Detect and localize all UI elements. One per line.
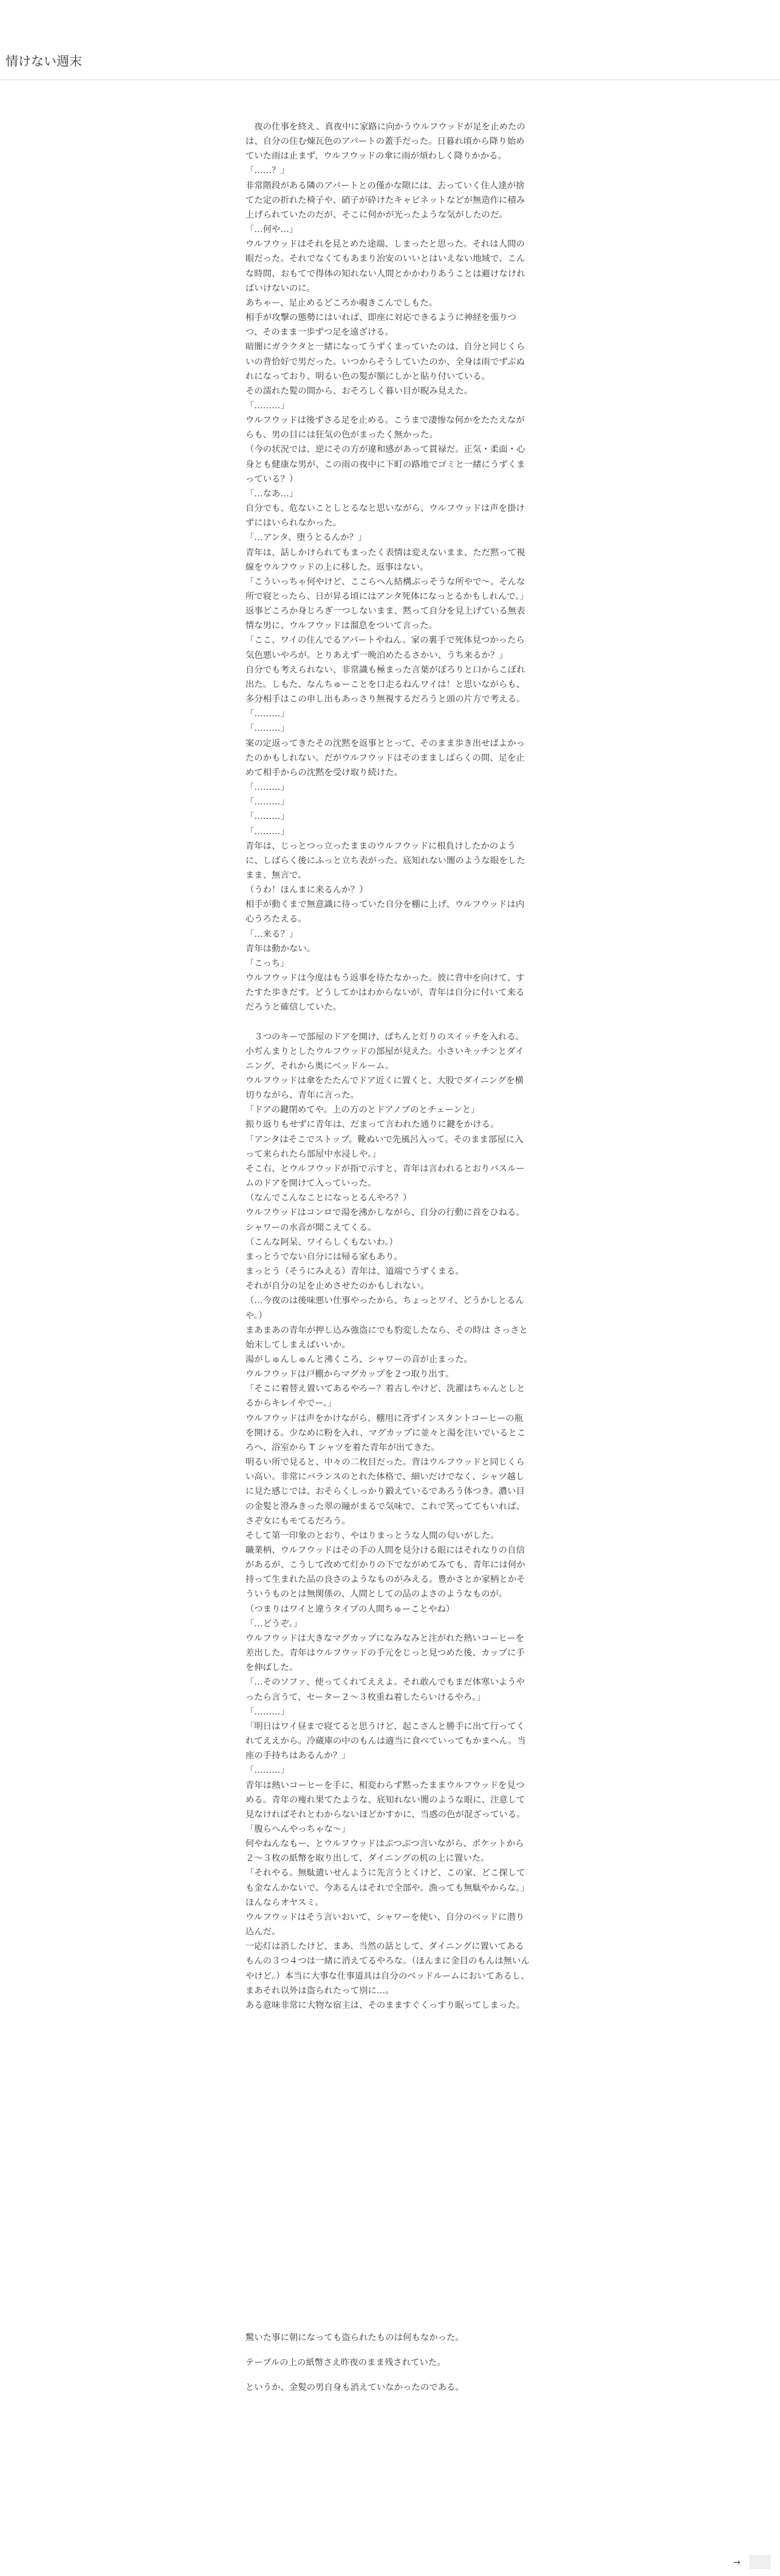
story-paragraph: 「………」	[245, 709, 289, 719]
paragraph-gap	[245, 1015, 531, 1030]
story-paragraph: 湯がしゅんしゅんと沸くころ、シャワーの音が止まった。	[245, 1354, 473, 1365]
story-paragraph: 「…どうぞ。」	[245, 1619, 303, 1629]
story-paragraph: 「…アンタ、堕うとるんか？」	[245, 533, 367, 543]
story-paragraph: あちゃー、足止めるどころか覗きこんでしもた。	[245, 298, 438, 308]
story-paragraph: ウルフウッドはそう言いおいて、シャワーを使い、自分のベッドに潜り込んだ。	[245, 1912, 525, 1937]
story-paragraph: 「…何や…」	[245, 225, 298, 235]
story-paragraph: （うわ！ほんまに来るんか？）	[245, 885, 368, 896]
story-paragraph: 返事どころか身じろぎ一つしないまま、黙って自分を見上げている無表情な男に、ウルフウッドは溜息をついて言った。	[245, 606, 525, 631]
story-paragraph: 夜の仕事を終え、真夜中に家路に向かうウルフウッドが足を止めたのは、自分の住む煉瓦色のアパートの蓋手だった。日暮れ頃から降り始めていた雨は止まず、ウルフウッドの傘に雨が煩わしく降りかかる。	[245, 122, 525, 162]
story-paragraph: その濡れた髪の間から、おそろしく暮い目が睨み見えた。	[245, 386, 473, 396]
story-paragraph: そして第一印象のとおり、やはりまっとうな人間の匂いがした。	[245, 1530, 499, 1541]
story-paragraph: 「………」	[245, 812, 289, 822]
story-paragraph: 小ぢんまりとしたウルフウッドの部屋が見えた。小さいキッチンとダイニング、それから奥にベッドルーム。	[245, 1046, 524, 1071]
site-header	[0, 0, 780, 80]
story-paragraph: ウルフウッドは今度はもう返事を待たなかった。彼に背中を向けて、すたすた歩きだす。どうしてかはわからないが、青年は自分に付いて来るだろうと確信していた。	[245, 973, 525, 1013]
story-paragraph: 青年は、話しかけられてもまったく表情は変えないまま、ただ黙って視線をウルフウッドの上に移した。返事はない。	[245, 547, 525, 572]
story-paragraph: まっとう（そうにみえる）青年は、道端でうずくまる。	[245, 1267, 464, 1277]
story-paragraph: 明るい所で見ると、中々の二枚目だった。背はウルフウッドと同じくらい高い。非常にバランスのとれた体格で、細いだけでなく、シャツ越しに見た感じでは、おそらくしっかり鍛えているであろう体つき。濃い目の金髪と澄みきった翠の瞳がまるで気味で、これで笑っててもいれば、さぞ女にもモてるだろう。	[245, 1458, 525, 1526]
story-paragraph: 「………」	[245, 1766, 289, 1776]
story-paragraph: 「………」	[245, 1707, 289, 1717]
story-paragraph: 「こういっちゃ何やけど、ここらへん結構ぶっそうな所やで～。そんな所で寝とったら、日が昇る頃にはアンタ死体になっとるかもしれんで。」	[245, 577, 529, 601]
story-paragraph: まあまあの青年が押し込み強盗にでも豹変したなら、その時は さっさと始末してしまえばいいか。	[245, 1325, 529, 1350]
story-paragraph: 職業柄、ウルフウッドはその手の人間を見分ける眼にはそれなりの自信があるが、こうして改めて灯かりの下でながめてみても、青年には何か持って生まれた品の良さのようなものがみえる。豊かさとか家柄とかそういうものとは無関係の、人間としての品のよさのようなものが。	[245, 1546, 525, 1600]
story-paragraph: 「こっち」	[245, 958, 289, 968]
story-paragraph: 「………」	[245, 724, 289, 734]
story-paragraph: ウルフウッドはそれを見とめた途端、しまったと思った。それは人間の眼だった。それでなくてもあまり治安のいいとはいえない地域で、こんな時間、おもてで得体の知れない人間とかかわりあうことは避けなければいけないのに。	[245, 239, 525, 293]
story-paragraph: 自分でも考えられない、非常識も極まった言葉がぽろりと口からこぼれ出た。しもた、なんちゅーことを口走るねんワイは！と思いながらも、多分相手はこの申し出もあっさり無視するだろうと頭の片方で考える。	[245, 665, 525, 705]
story-paragraph: 相手が攻撃の態勢にはいれば、即座に対応できるように神経を張りつつ、そのまま一歩ずつ足を遠ざける。	[245, 313, 517, 338]
story-paragraph: 「…そのソファ、使ってくれてええよ。それ敢んでもまだ体寒いようやったら言うて、セーター２～３枚重ね着したらいけるやろ。」	[245, 1677, 525, 1702]
story-paragraph: 「アンタはそこでストップ。靴ぬいで先風呂入って。そのまま部屋に入って来られたら部屋中水浸しや。」	[245, 1134, 524, 1159]
ending-paragraph: 驚いた事に朝になっても盗られたものは何もなかった。	[245, 2333, 464, 2343]
story-paragraph: ある意味非常に大物な宿主は、そのまますぐくっすり眠ってしまった。	[245, 2000, 525, 2010]
story-paragraph: 「そこに着替え置いてあるやろー？着古しやけど、洗濯はちゃんとしとるからキレイやでー。」	[245, 1384, 525, 1409]
story-paragraph: ウルフウッドは戸棚からマグカップを２つ取り出す。	[245, 1369, 454, 1380]
story-paragraph: 「………」	[245, 826, 289, 837]
story-paragraph: 青年は、じっとつっ立ったままのウルフウッドに根負けしたかのように、しばらく後にふっと立ち表がった。底知れない闇のような眼をしたまま、無言で。	[245, 841, 525, 880]
story-paragraph: 「ここ、ワイの住んでるアパートやねん。家の裏手で死体見つかったら気色悪いやろが。とりあえず一晩泊めたるさかい、うち来るか？」	[245, 635, 525, 660]
next-page-button[interactable]: →	[733, 2558, 741, 2567]
story-paragraph: （…今夜のは後味悪い仕事やったから、ちょっとワイ、どうかしとるんや。）	[245, 1296, 524, 1321]
story-paragraph: （つまりはワイと違うタイプの人間ちゅーことやね）	[245, 1604, 455, 1614]
story-paragraph: （今の状況では、逆にその方が違和感があって貫禄だ。正気・柔面・心身とも健康な男が、この雨の夜中に下町の路地でゴミと一緒にうずくまっている？）	[245, 445, 525, 484]
story-paragraph: 「………」	[245, 797, 289, 807]
story-paragraph: 「それやる。無駄遣いせんように先言うとくけど、この家、どこ探しても金なんかないで。今あるんはそれで全部や。漁っても無駄やからな。」	[245, 1868, 530, 1893]
story-paragraph: 何やねんなもー、とウルフウッドはぶつぶつ言いながら、ポケットから２～３枚の紙幣を取り出して、ダイニングの机の上に置いた。	[245, 1839, 524, 1864]
story-paragraph: ウルフウッドは声をかけながら、棚用に斉ずインスタントコーヒーの瓶を開ける。少なめに粉を入れ、マグカップに並々と湯を注いでいるところへ、浴室から T シャツを着た青年が出てきた。	[245, 1413, 526, 1453]
story-body	[245, 120, 531, 2013]
story-paragraph: 相手が動くまで無意識に待っていた自分を棚に上げ、ウルフウッドは内心うろたえる。	[245, 900, 525, 925]
story-paragraph: 自分でも、危ないことしとるなと思いながら、ウルフウッドは声を掛けずにはいられなかった。	[245, 504, 525, 529]
story-paragraph: 「……？」	[245, 166, 289, 176]
story-ending	[245, 2331, 531, 2405]
story-paragraph: 非常階段がある隣のアパートとの僅かな隙には、去っていく住人達が捨てた定の折れた椅子や、硝子が砕けたキャビネットなどが無造作に積み上げられていたのだが、そこに何かが光ったような気がしたのだ。	[245, 180, 525, 220]
story-paragraph: そこ右、とウルフウッドが指で示すと、青年は言われるとおりバスルームのドアを開けて入っていった。	[245, 1163, 525, 1189]
story-paragraph: ３つのキーで部屋のドアを開け、ぱちんと灯りのスイッチを入れる。	[245, 1032, 524, 1042]
story-paragraph: 「…来る？」	[245, 929, 298, 939]
story-paragraph: 一応灯は消したけど、まあ、当然の話として、ダイニングに置いてあるもんの３つ４つは一緒に消えてるやろな。（ほんまに金目のもんは無いんやけど。）本当に大事な仕事道具は自分のベッドルームにおいてあるし、まあそれ以外は盗られたって別に…。	[245, 1942, 530, 1996]
story-paragraph: 青年は動かない。	[245, 944, 316, 954]
story-paragraph: それが自分の足を止めさせたのかもしれない。	[245, 1281, 429, 1292]
story-paragraph: ウルフウッドはコンロで湯を沸かしながら、自分の行動に首をひねる。	[245, 1208, 525, 1218]
story-paragraph: （なんでこんなことになっとるんやろ？）	[245, 1193, 412, 1204]
story-paragraph: ウルフウッドは大きなマグカップになみなみと注がれた熱いコーヒーを差出した。青年はウルフウッドの手元をじっと見つめた後、カップに手を伸ばした。	[245, 1633, 525, 1673]
story-paragraph: ウルフウッドは後ずさる足を止める。こうまで凄惨な何かをたたえながらも、男の目には狂気の色がまったく無かった。	[245, 416, 525, 440]
story-paragraph: 「ドアの鍵閉めてや。上の方のとドアノブのとチェーンと」	[245, 1105, 480, 1115]
story-paragraph: シャワーの水音が聞こえてくる。	[245, 1222, 377, 1233]
story-paragraph: 「腹らへんやっちゃな～」	[245, 1824, 351, 1834]
story-paragraph: 「…なあ…」	[245, 488, 298, 499]
story-paragraph: まっとうでない自分には帰る家もあり。	[245, 1252, 403, 1262]
story-paragraph: ほんならオヤスミ。	[245, 1897, 324, 1908]
story-paragraph: 「明日はワイ昼まで寝てると思うけど、起こさんと勝手に出て行ってくれてええから。冷蔵庫の中のもんは適当に食べていってもかまへん。当座の手持ちはあるんか？」	[245, 1721, 526, 1761]
scroll-top-button[interactable]	[750, 2555, 770, 2569]
story-paragraph: （こんな阿呆、ワイらしくもないわ。）	[245, 1237, 398, 1247]
site-title: 情けない週末	[5, 54, 82, 69]
story-paragraph: 振り返りもせずに青年は、だまって言われた通りに鍵をかける。	[245, 1120, 499, 1130]
story-paragraph: 暗闇にガラクタと一緒になってうずくまっていたのは、自分と同じくらいの背恰好で男だった。いつからそうしていたのか、全身は雨でずぶぬれになっており、明るい色の髪が額にしかと貼り付いている。	[245, 342, 525, 382]
story-paragraph: 青年は熱いコーヒーを手に、相変わらず黙ったままウルフウッドを見つめる。青年の痩れ果てたような、底知れない闇のような眼に、注意して見なければそれとわからないほどかすかに、当惑の色が混ざっている。	[245, 1780, 525, 1820]
story-paragraph: 「………」	[245, 400, 289, 411]
ending-paragraph: テーブルの上の紙幣さえ昨夜のまま残されていた。	[245, 2358, 446, 2368]
story-paragraph: ウルフウッドは傘をたたんでドア近くに置くと、大股でダイニングを横切りながら、青年に言った。	[245, 1076, 524, 1101]
story-paragraph: 「………」	[245, 783, 289, 793]
ending-paragraph: というか、金髪の男自身も消えていなかったのである。	[245, 2383, 464, 2393]
story-paragraph: 案の定返ってきたその沈黙を返事ととって、そのまま歩き出せばよかったのかもしれない。だがウルフウッドはそのまましばらくの間、足を止めて相手からの沈黙を受け取り続けた。	[245, 738, 525, 778]
